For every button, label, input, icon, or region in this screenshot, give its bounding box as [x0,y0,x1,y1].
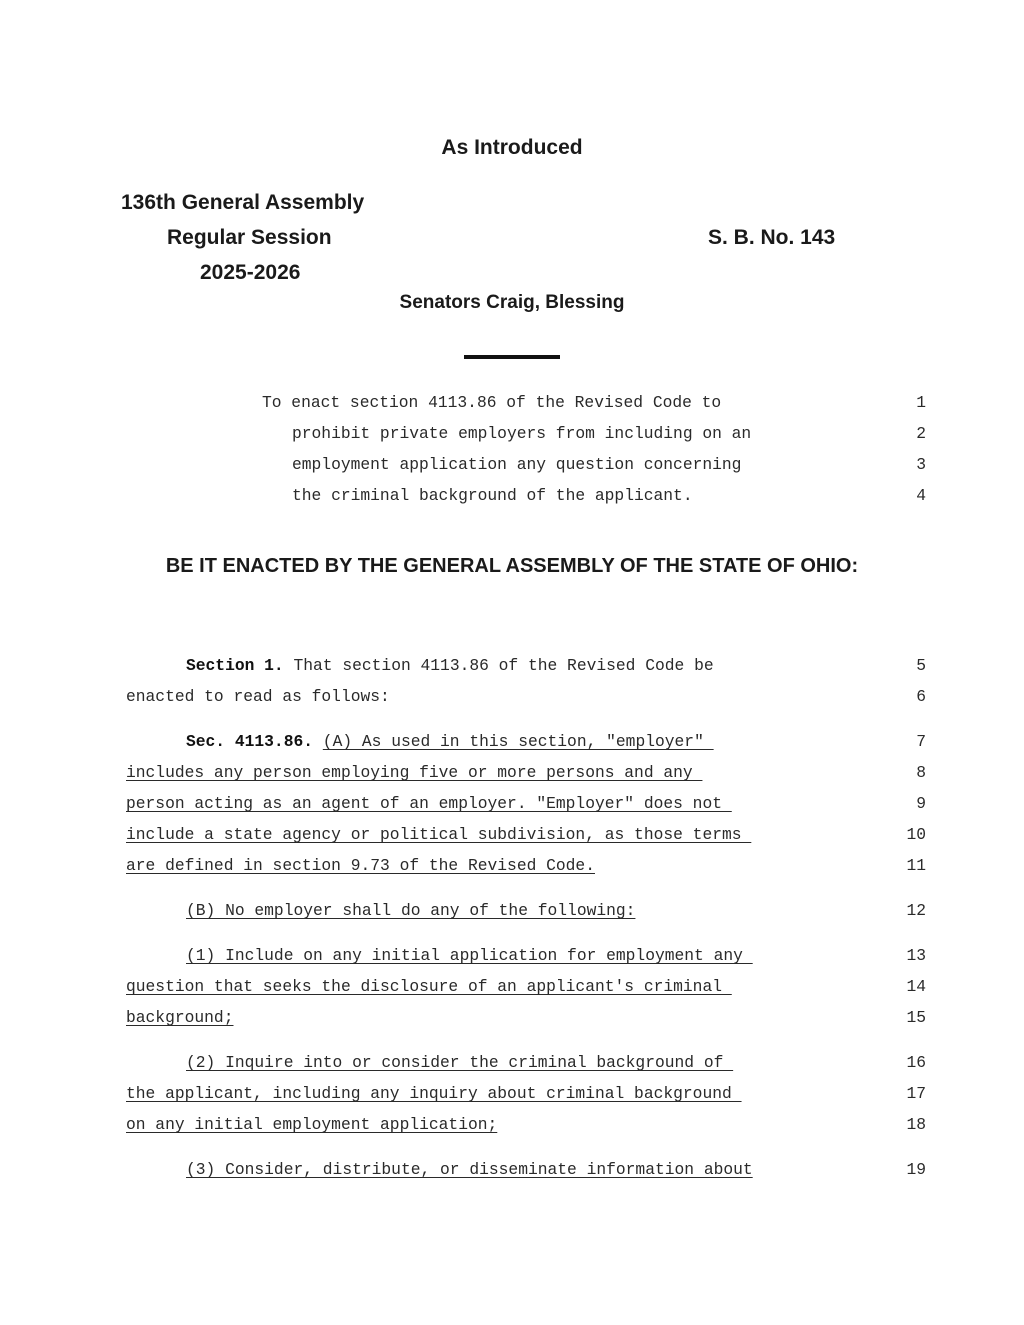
paragraph-b: (B) No employer shall do any of the following: [186,901,636,920]
line-number: 18 [906,1115,926,1134]
sec-4113-86-line: are defined in section 9.73 of the Revised Code. [126,856,595,875]
session-years: 2025-2026 [200,261,301,284]
paragraph-2-line: the applicant, including any inquiry about criminal background [126,1084,742,1103]
line-number: 1 [916,393,926,412]
line-number: 14 [906,977,926,996]
bill-status: As Introduced [441,136,583,159]
line-number: 3 [916,455,926,474]
sponsors: Senators Craig, Blessing [399,292,625,313]
title-line: the criminal background of the applicant. [292,486,693,505]
line-number: 8 [916,763,926,782]
session-type: Regular Session [167,226,332,249]
section-1-text: That section 4113.86 of the Revised Code be [283,656,714,675]
bill-number: S. B. No. 143 [708,226,836,249]
paragraph-2-line: (2) Inquire into or consider the criminal background of [186,1053,734,1072]
line-number: 6 [916,687,926,706]
sec-4113-86-line: includes any person employing five or more persons and any [126,763,703,782]
line-number: 19 [906,1160,926,1179]
general-assembly: 136th General Assembly [121,191,365,214]
section-1-label: Section 1. [186,656,284,675]
header-divider [464,355,560,359]
paragraph-1-line: background; [126,1008,234,1027]
line-number: 5 [916,656,926,675]
line-number: 10 [906,825,926,844]
sec-4113-86-text: (A) As used in this section, "employer" [322,732,714,751]
line-number: 13 [906,946,926,965]
line-number: 7 [916,732,926,751]
paragraph-3-line: (3) Consider, distribute, or disseminate information about [186,1160,753,1179]
enacting-clause: BE IT ENACTED BY THE GENERAL ASSEMBLY OF THE STATE OF OHIO: [165,555,859,577]
line-number: 17 [906,1084,926,1103]
line-number: 15 [906,1008,926,1027]
sec-4113-86-line: person acting as an agent of an employer. "Employer" does not [126,794,732,813]
title-line: prohibit private employers from including on an [292,424,752,443]
line-number: 12 [906,901,926,920]
sec-4113-86-line [186,732,714,751]
line-number: 11 [906,856,926,875]
sec-4113-86-label: Sec. 4113.86. [186,732,314,751]
line-number: 16 [906,1053,926,1072]
paragraph-1-line: question that seeks the disclosure of an applicant's criminal [126,977,732,996]
title-line: To enact section 4113.86 of the Revised Code to [262,393,722,412]
section-1-line: enacted to read as follows: [126,687,390,706]
section-1-line [186,656,714,675]
paragraph-1-line: (1) Include on any initial application for employment any [186,946,753,965]
sec-4113-86-line: include a state agency or political subdivision, as those terms [126,825,752,844]
title-line: employment application any question concerning [292,455,742,474]
line-number: 9 [916,794,926,813]
paragraph-2-line: on any initial employment application; [126,1115,498,1134]
line-number: 4 [916,486,926,505]
line-number: 2 [916,424,926,443]
